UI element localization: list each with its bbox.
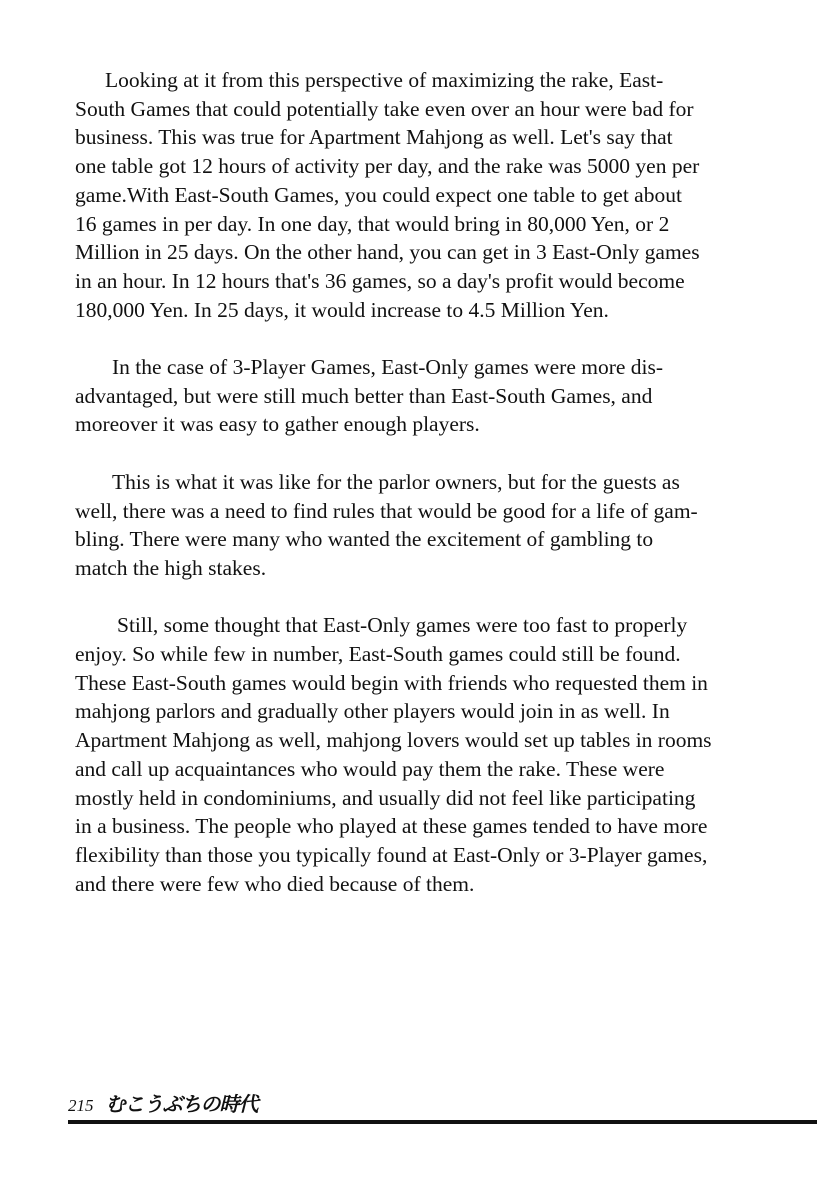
text-line: Looking at it from this perspective of maximizing the rake, East- — [105, 68, 664, 92]
text-line: well, there was a need to find rules that would be good for a life of gam- — [75, 498, 698, 523]
book-title: むこうぶちの時代 — [105, 1092, 258, 1116]
text-line: in an hour. In 12 hours that's 36 games, so a day's profit would become — [75, 268, 685, 293]
text-line: These East-South games would begin with friends who requested them in — [75, 670, 708, 695]
text-line: and call up acquaintances who would pay them the rake. These were — [75, 756, 665, 781]
paragraph — [75, 468, 815, 583]
text-line: advantaged, but were still much better than East-South Games, and — [75, 383, 653, 408]
text-line: game.With East-South Games, you could expect one table to get about — [75, 182, 682, 207]
text-line: mahjong parlors and gradually other players would join in as well. In — [75, 699, 670, 724]
text-line: in a business. The people who played at these games tended to have more — [75, 814, 708, 839]
page-number: 215 — [68, 1096, 94, 1115]
text-line: Million in 25 days. On the other hand, you can get in 3 East-Only games — [75, 240, 700, 265]
text-line: enjoy. So while few in number, East-South games could still be found. — [75, 642, 681, 667]
text-line: bling. There were many who wanted the excitement of gambling to — [75, 527, 654, 552]
text-line: Apartment Mahjong as well, mahjong lovers would set up tables in rooms — [75, 728, 712, 753]
text-line: This is what it was like for the parlor owners, but for the guests as — [112, 469, 680, 494]
text-line: 180,000 Yen. In 25 days, it would increase to 4.5 Million Yen. — [75, 297, 609, 322]
body-text — [75, 66, 815, 927]
text-line: one table got 12 hours of activity per day, and the rake was 5000 yen per — [75, 154, 700, 179]
text-line: South Games that could potentially take even over an hour were bad for — [75, 96, 694, 121]
paragraph — [75, 353, 815, 439]
text-line: 16 games in per day. In one day, that would bring in 80,000 Yen, or 2 — [75, 211, 670, 236]
text-line: business. This was true for Apartment Mahjong as well. Let's say that — [75, 125, 673, 150]
text-line: match the high stakes. — [75, 555, 267, 580]
text-line: In the case of 3-Player Games, East-Only games were more dis- — [112, 355, 664, 380]
paragraph — [75, 66, 815, 324]
text-line: mostly held in condominiums, and usually did not feel like participating — [75, 785, 696, 810]
page-footer — [68, 1088, 817, 1117]
footer-rule — [68, 1120, 817, 1124]
text-line: Still, some thought that East-Only games were too fast to properly — [117, 613, 688, 638]
paragraph — [75, 611, 815, 898]
text-line: moreover it was easy to gather enough players. — [75, 412, 480, 437]
text-line: flexibility than those you typically found at East-Only or 3-Player games, — [75, 842, 708, 867]
text-line: and there were few who died because of them. — [75, 871, 475, 896]
